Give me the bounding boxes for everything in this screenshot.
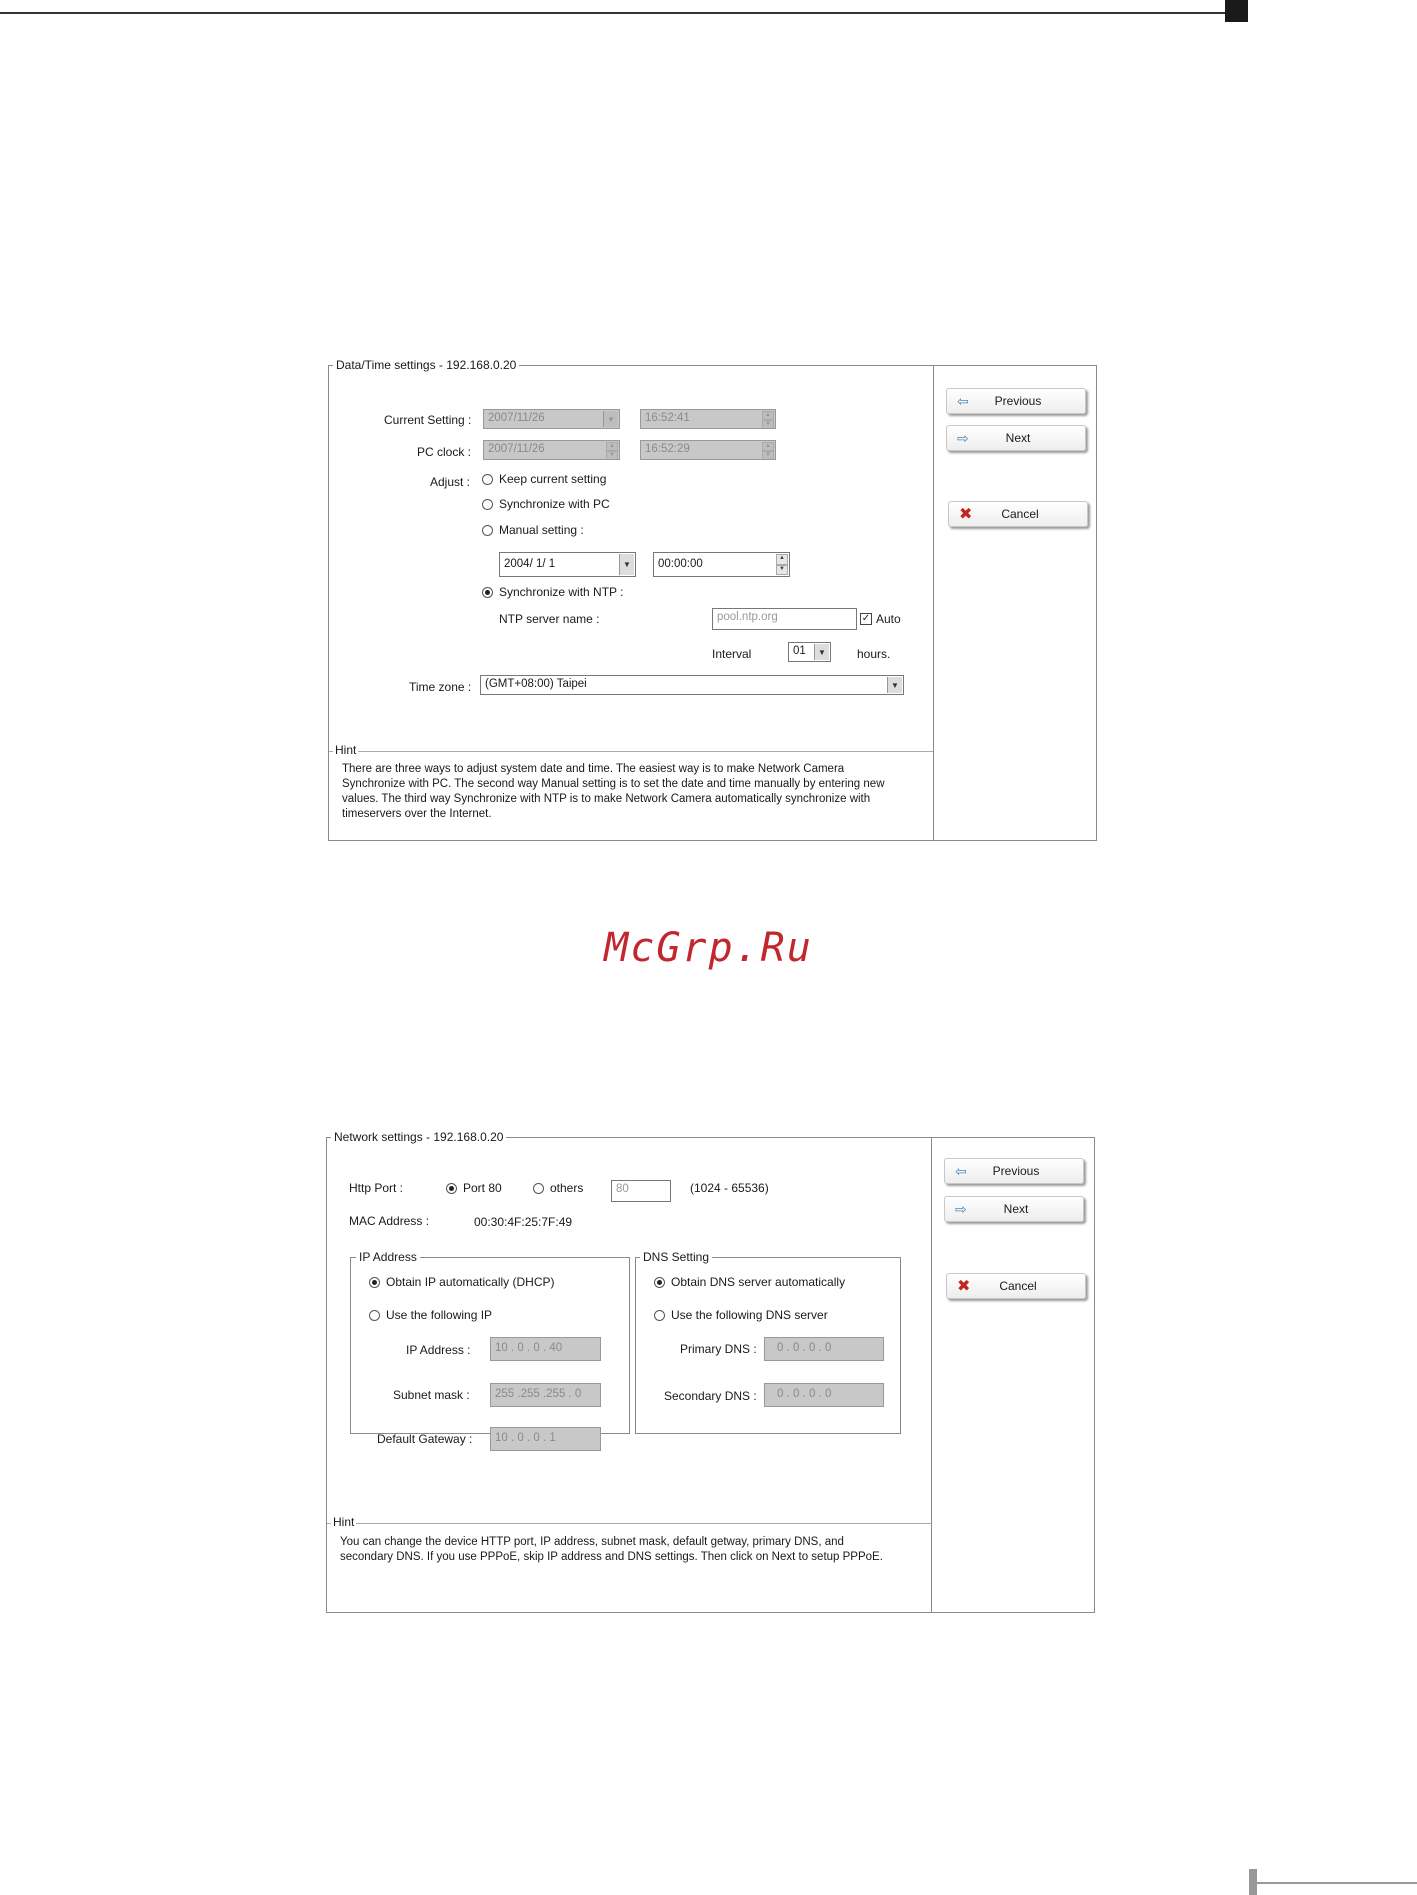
datetime-dialog (328, 358, 1097, 841)
radio-dot-icon (482, 499, 493, 510)
timezone-select[interactable]: (GMT+08:00) Taipei ▼ (480, 675, 904, 695)
hint-label: Hint (335, 743, 357, 757)
secondary-dns-label: Secondary DNS : (664, 1389, 757, 1403)
datetime-dialog-title: Data/Time settings - 192.168.0.20 (333, 358, 519, 372)
default-gateway-input[interactable]: 10 . 0 . 0 . 1 (490, 1427, 601, 1451)
timezone-label: Time zone : (409, 680, 472, 694)
chevron-down-icon: ▼ (619, 554, 634, 575)
next-button[interactable]: ⇨ Next (946, 425, 1086, 451)
hint-label: Hint (333, 1515, 355, 1529)
auto-checkbox[interactable]: ✓ Auto (861, 612, 901, 626)
radio-ip-static[interactable]: Use the following IP (369, 1308, 492, 1322)
default-gateway-label: Default Gateway : (377, 1432, 473, 1446)
ip-address-input[interactable]: 10 . 0 . 0 . 40 (490, 1337, 601, 1361)
mac-address-value: 00:30:4F:25:7F:49 (474, 1215, 573, 1229)
network-dialog (326, 1130, 1095, 1613)
radio-ip-dhcp[interactable]: Obtain IP automatically (DHCP) (369, 1275, 555, 1289)
radio-dot-icon (369, 1310, 380, 1321)
pc-date-field: 2007/11/26 ▲ ▼ (483, 440, 620, 460)
arrow-right-icon: ⇨ (955, 1200, 967, 1217)
radio-port-80[interactable]: Port 80 (446, 1181, 502, 1195)
checkmark-icon: ✓ (861, 613, 871, 624)
interval-label: Interval (712, 647, 752, 661)
port-range-label: (1024 - 65536) (690, 1181, 769, 1195)
previous-button[interactable]: ⇦ Previous (944, 1158, 1084, 1184)
radio-dot-icon (654, 1310, 665, 1321)
radio-dot-icon (482, 474, 493, 485)
radio-dot-icon (446, 1183, 457, 1194)
ip-address-label: IP Address : (406, 1343, 471, 1357)
chevron-down-icon: ▼ (814, 644, 829, 660)
arrow-right-icon: ⇨ (957, 429, 969, 446)
radio-sync-ntp[interactable]: Synchronize with NTP : (482, 585, 624, 599)
radio-dns-static[interactable]: Use the following DNS server (654, 1308, 828, 1322)
radio-keep-current[interactable]: Keep current setting (482, 472, 606, 486)
current-setting-label: Current Setting : (384, 413, 472, 427)
hint-divider (329, 751, 933, 752)
http-port-label: Http Port : (349, 1181, 404, 1195)
spinner-icon: ▲ ▼ (762, 442, 774, 458)
red-x-icon: ✖ (957, 1278, 971, 1295)
spinner-icon: ▲ ▼ (776, 554, 788, 575)
port-others-input[interactable]: 80 (611, 1180, 671, 1202)
hours-label: hours. (857, 647, 891, 661)
adjust-label: Adjust : (430, 475, 471, 489)
arrow-left-icon: ⇦ (955, 1162, 967, 1179)
dns-group-title: DNS Setting (640, 1250, 712, 1264)
watermark: McGrp.Ru (604, 925, 813, 971)
subnet-mask-input[interactable]: 255 .255 .255 . 0 (490, 1383, 601, 1407)
hint-text: There are three ways to adjust system date and time. The easiest way is to make Network Camera Synchronize with PC. The second way Manual setting is to set the date and time manually by entering new values. The third way Synchronize with NTP is to make Network Camera automatically synchronize with timeservers over the Internet. (342, 763, 885, 820)
subnet-mask-label: Subnet mask : (393, 1388, 470, 1402)
radio-manual[interactable]: Manual setting : (482, 523, 584, 537)
secondary-dns-input[interactable]: 0 . 0 . 0 . 0 (764, 1383, 884, 1407)
mac-address-label: MAC Address : (349, 1214, 430, 1228)
ntp-server-label: NTP server name : (499, 612, 600, 626)
current-time-field: 16:52:41 ▲ ▼ (640, 409, 776, 429)
ip-group-title: IP Address (356, 1250, 420, 1264)
previous-button[interactable]: ⇦ Previous (946, 388, 1086, 414)
radio-dot-icon (482, 525, 493, 536)
radio-sync-pc[interactable]: Synchronize with PC (482, 497, 610, 511)
spinner-icon: ▲ ▼ (606, 442, 618, 458)
radio-dot-icon (369, 1277, 380, 1288)
primary-dns-label: Primary DNS : (680, 1342, 757, 1356)
radio-port-others[interactable]: others (533, 1181, 583, 1195)
top-rule (0, 12, 1230, 14)
radio-dot-icon (482, 587, 493, 598)
cancel-button[interactable]: ✖ Cancel (946, 1273, 1086, 1299)
radio-dns-auto[interactable]: Obtain DNS server automatically (654, 1275, 845, 1289)
manual-date-select[interactable]: 2004/ 1/ 1 ▼ (499, 552, 636, 577)
ntp-server-input[interactable]: pool.ntp.org (712, 608, 857, 630)
red-x-icon: ✖ (959, 506, 973, 523)
radio-dot-icon (533, 1183, 544, 1194)
interval-select[interactable]: 01 ▼ (788, 642, 831, 662)
spinner-icon: ▲ ▼ (762, 411, 774, 427)
arrow-left-icon: ⇦ (957, 392, 969, 409)
pc-time-field: 16:52:29 ▲ ▼ (640, 440, 776, 460)
network-dialog-title: Network settings - 192.168.0.20 (331, 1130, 506, 1144)
radio-dot-icon (654, 1277, 665, 1288)
chevron-down-icon: ▼ (603, 411, 618, 427)
cancel-button[interactable]: ✖ Cancel (948, 501, 1088, 527)
hint-text: You can change the device HTTP port, IP address, subnet mask, default getway, primary DNS, and secondary DNS. If you use PPPoE, skip IP address and DNS settings. Then click on Next to setup PPPoE. (340, 1536, 883, 1563)
top-corner-block (1225, 0, 1248, 22)
bottom-rule (1249, 1882, 1417, 1884)
primary-dns-input[interactable]: 0 . 0 . 0 . 0 (764, 1337, 884, 1361)
hint-divider (327, 1523, 931, 1524)
pc-clock-label: PC clock : (417, 445, 472, 459)
current-date-field: 2007/11/26 ▼ (483, 409, 620, 429)
next-button[interactable]: ⇨ Next (944, 1196, 1084, 1222)
chevron-down-icon: ▼ (887, 677, 902, 693)
manual-time-field[interactable]: 00:00:00 ▲ ▼ (653, 552, 790, 577)
